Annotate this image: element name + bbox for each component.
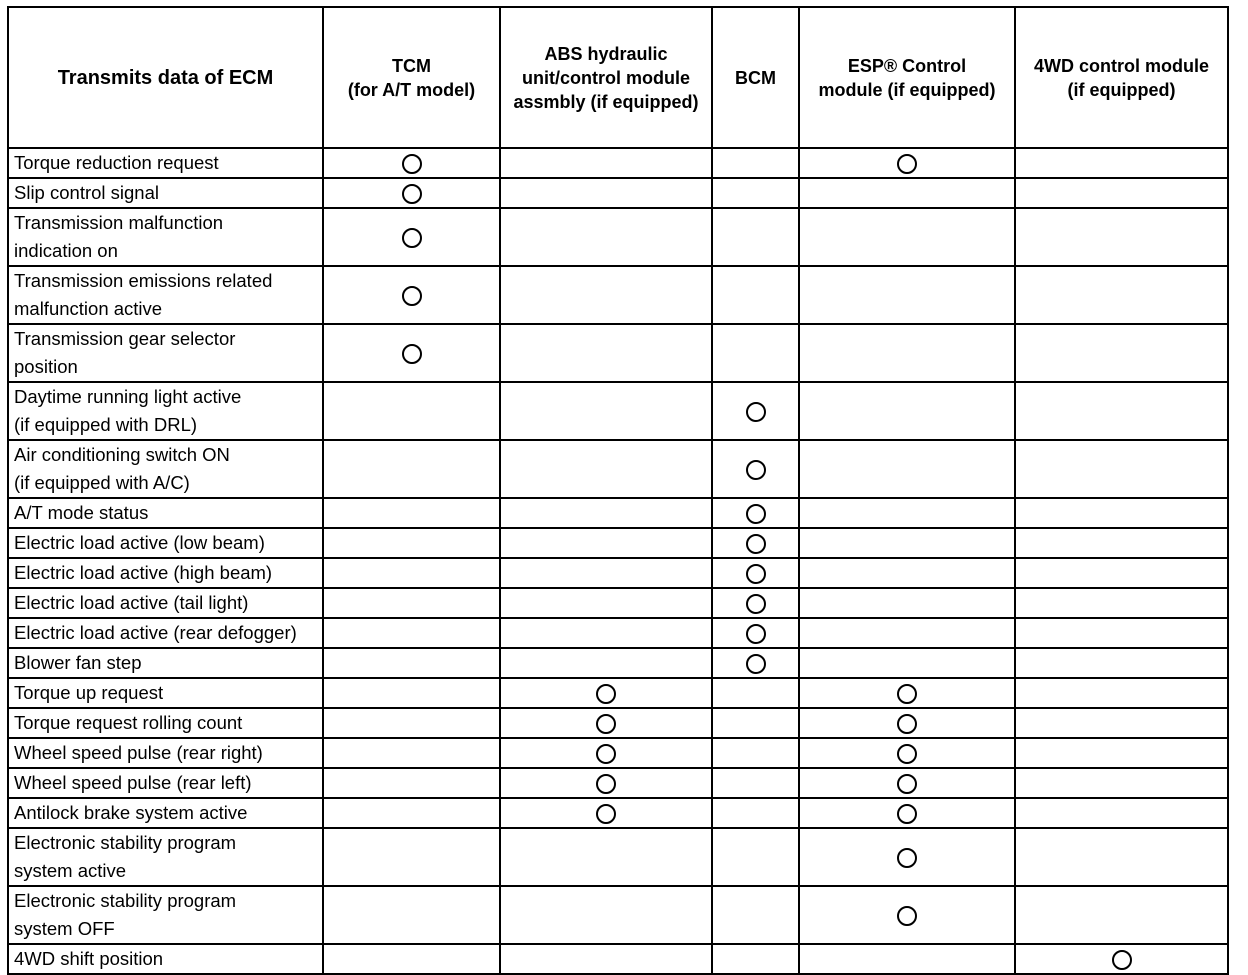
- cell-bcm: [712, 708, 799, 738]
- cell-tcm: [323, 618, 500, 648]
- table-body: [8, 148, 1228, 974]
- row-label: Torque up request: [8, 678, 323, 708]
- circle-mark-icon: [746, 460, 766, 480]
- circle-mark-icon: [746, 624, 766, 644]
- cell-tcm: [323, 768, 500, 798]
- header-esp-module: ESP® Control module (if equipped): [799, 7, 1015, 148]
- row-label: 4WD shift position: [8, 944, 323, 974]
- cell-esp-module: [799, 708, 1015, 738]
- row-label: Electric load active (low beam): [8, 528, 323, 558]
- circle-mark-icon: [402, 228, 422, 248]
- cell-bcm: [712, 828, 799, 886]
- cell-4wd-module: [1015, 768, 1228, 798]
- cell-4wd-module: [1015, 528, 1228, 558]
- cell-tcm: [323, 944, 500, 974]
- row-label: Wheel speed pulse (rear right): [8, 738, 323, 768]
- header-bcm: BCM: [712, 7, 799, 148]
- cell-esp-module: [799, 498, 1015, 528]
- row-label: Electric load active (tail light): [8, 588, 323, 618]
- cell-esp-module: [799, 738, 1015, 768]
- cell-bcm: [712, 768, 799, 798]
- circle-mark-icon: [897, 848, 917, 868]
- cell-tcm: [323, 382, 500, 440]
- cell-4wd-module: [1015, 678, 1228, 708]
- table-row: [8, 648, 1228, 678]
- cell-4wd-module: [1015, 266, 1228, 324]
- cell-4wd-module: [1015, 148, 1228, 178]
- circle-mark-icon: [746, 504, 766, 524]
- cell-esp-module: [799, 324, 1015, 382]
- row-label: A/T mode status: [8, 498, 323, 528]
- cell-bcm: [712, 678, 799, 708]
- cell-abs-module: [500, 588, 712, 618]
- cell-abs-module: [500, 648, 712, 678]
- cell-abs-module: [500, 440, 712, 498]
- cell-bcm: [712, 498, 799, 528]
- cell-4wd-module: [1015, 886, 1228, 944]
- circle-mark-icon: [746, 402, 766, 422]
- cell-tcm: [323, 178, 500, 208]
- table-row: [8, 738, 1228, 768]
- cell-esp-module: [799, 208, 1015, 266]
- cell-abs-module: [500, 266, 712, 324]
- table-row: [8, 886, 1228, 944]
- cell-bcm: [712, 178, 799, 208]
- cell-bcm: [712, 944, 799, 974]
- cell-tcm: [323, 678, 500, 708]
- table-row: [8, 798, 1228, 828]
- cell-abs-module: [500, 528, 712, 558]
- cell-tcm: [323, 828, 500, 886]
- circle-mark-icon: [897, 714, 917, 734]
- cell-esp-module: [799, 266, 1015, 324]
- row-label: Electronic stability program system active: [8, 828, 323, 886]
- cell-bcm: [712, 440, 799, 498]
- table-row: [8, 266, 1228, 324]
- table-row: [8, 558, 1228, 588]
- header-tcm: TCM (for A/T model): [323, 7, 500, 148]
- table-row: [8, 528, 1228, 558]
- cell-4wd-module: [1015, 208, 1228, 266]
- row-label: Electronic stability program system OFF: [8, 886, 323, 944]
- cell-esp-module: [799, 768, 1015, 798]
- table-row: [8, 678, 1228, 708]
- cell-esp-module: [799, 148, 1015, 178]
- cell-tcm: [323, 558, 500, 588]
- table-row: [8, 498, 1228, 528]
- row-label: Slip control signal: [8, 178, 323, 208]
- header-abs-module: ABS hydraulic unit/control module assmbly (if equipped): [500, 7, 712, 148]
- table-row: [8, 768, 1228, 798]
- cell-bcm: [712, 324, 799, 382]
- row-label: Torque reduction request: [8, 148, 323, 178]
- circle-mark-icon: [746, 594, 766, 614]
- row-label: Electric load active (rear defogger): [8, 618, 323, 648]
- cell-esp-module: [799, 828, 1015, 886]
- cell-bcm: [712, 588, 799, 618]
- cell-abs-module: [500, 944, 712, 974]
- cell-esp-module: [799, 886, 1015, 944]
- cell-4wd-module: [1015, 382, 1228, 440]
- cell-esp-module: [799, 382, 1015, 440]
- circle-mark-icon: [596, 774, 616, 794]
- cell-4wd-module: [1015, 440, 1228, 498]
- cell-tcm: [323, 440, 500, 498]
- cell-abs-module: [500, 886, 712, 944]
- header-transmits-data: Transmits data of ECM: [8, 7, 323, 148]
- cell-bcm: [712, 148, 799, 178]
- cell-bcm: [712, 208, 799, 266]
- circle-mark-icon: [897, 804, 917, 824]
- circle-mark-icon: [402, 344, 422, 364]
- cell-tcm: [323, 266, 500, 324]
- cell-tcm: [323, 798, 500, 828]
- row-label: Electric load active (high beam): [8, 558, 323, 588]
- cell-tcm: [323, 588, 500, 618]
- row-label: Air conditioning switch ON (if equipped with A/C): [8, 440, 323, 498]
- circle-mark-icon: [402, 286, 422, 306]
- row-label: Daytime running light active (if equipped with DRL): [8, 382, 323, 440]
- table-row: [8, 708, 1228, 738]
- cell-esp-module: [799, 678, 1015, 708]
- cell-tcm: [323, 148, 500, 178]
- circle-mark-icon: [897, 684, 917, 704]
- circle-mark-icon: [596, 744, 616, 764]
- cell-abs-module: [500, 708, 712, 738]
- cell-tcm: [323, 324, 500, 382]
- cell-abs-module: [500, 324, 712, 382]
- row-label: Blower fan step: [8, 648, 323, 678]
- circle-mark-icon: [1112, 950, 1132, 970]
- cell-4wd-module: [1015, 944, 1228, 974]
- cell-4wd-module: [1015, 178, 1228, 208]
- table-row: [8, 324, 1228, 382]
- cell-bcm: [712, 738, 799, 768]
- table-row: [8, 618, 1228, 648]
- cell-bcm: [712, 618, 799, 648]
- cell-abs-module: [500, 558, 712, 588]
- row-label: Torque request rolling count: [8, 708, 323, 738]
- cell-bcm: [712, 528, 799, 558]
- circle-mark-icon: [402, 154, 422, 174]
- cell-tcm: [323, 886, 500, 944]
- circle-mark-icon: [897, 154, 917, 174]
- cell-bcm: [712, 558, 799, 588]
- cell-bcm: [712, 266, 799, 324]
- cell-abs-module: [500, 148, 712, 178]
- table-row: [8, 828, 1228, 886]
- cell-esp-module: [799, 648, 1015, 678]
- circle-mark-icon: [596, 714, 616, 734]
- circle-mark-icon: [746, 654, 766, 674]
- cell-esp-module: [799, 798, 1015, 828]
- cell-abs-module: [500, 828, 712, 886]
- row-label: Antilock brake system active: [8, 798, 323, 828]
- circle-mark-icon: [897, 774, 917, 794]
- circle-mark-icon: [746, 564, 766, 584]
- cell-esp-module: [799, 618, 1015, 648]
- cell-4wd-module: [1015, 588, 1228, 618]
- cell-esp-module: [799, 944, 1015, 974]
- table-row: [8, 178, 1228, 208]
- cell-esp-module: [799, 528, 1015, 558]
- cell-tcm: [323, 648, 500, 678]
- cell-abs-module: [500, 678, 712, 708]
- cell-4wd-module: [1015, 708, 1228, 738]
- table-row: [8, 588, 1228, 618]
- cell-tcm: [323, 208, 500, 266]
- cell-4wd-module: [1015, 498, 1228, 528]
- circle-mark-icon: [897, 906, 917, 926]
- cell-bcm: [712, 798, 799, 828]
- cell-tcm: [323, 528, 500, 558]
- ecm-data-transmission-table: [7, 6, 1229, 975]
- cell-esp-module: [799, 588, 1015, 618]
- circle-mark-icon: [402, 184, 422, 204]
- cell-4wd-module: [1015, 324, 1228, 382]
- row-label: Transmission gear selector position: [8, 324, 323, 382]
- table-row: [8, 148, 1228, 178]
- cell-abs-module: [500, 798, 712, 828]
- table-header-row: [8, 7, 1228, 148]
- table-row: [8, 944, 1228, 974]
- header-4wd-module: 4WD control module (if equipped): [1015, 7, 1228, 148]
- table-row: [8, 382, 1228, 440]
- table-row: [8, 208, 1228, 266]
- cell-abs-module: [500, 768, 712, 798]
- cell-tcm: [323, 498, 500, 528]
- row-label: Wheel speed pulse (rear left): [8, 768, 323, 798]
- cell-esp-module: [799, 440, 1015, 498]
- cell-4wd-module: [1015, 558, 1228, 588]
- cell-abs-module: [500, 208, 712, 266]
- circle-mark-icon: [746, 534, 766, 554]
- circle-mark-icon: [596, 804, 616, 824]
- cell-abs-module: [500, 738, 712, 768]
- cell-4wd-module: [1015, 738, 1228, 768]
- cell-4wd-module: [1015, 648, 1228, 678]
- cell-abs-module: [500, 618, 712, 648]
- cell-tcm: [323, 708, 500, 738]
- cell-bcm: [712, 886, 799, 944]
- cell-4wd-module: [1015, 828, 1228, 886]
- cell-esp-module: [799, 178, 1015, 208]
- cell-tcm: [323, 738, 500, 768]
- cell-esp-module: [799, 558, 1015, 588]
- circle-mark-icon: [897, 744, 917, 764]
- cell-abs-module: [500, 498, 712, 528]
- cell-abs-module: [500, 178, 712, 208]
- table-row: [8, 440, 1228, 498]
- cell-bcm: [712, 382, 799, 440]
- cell-bcm: [712, 648, 799, 678]
- cell-4wd-module: [1015, 798, 1228, 828]
- circle-mark-icon: [596, 684, 616, 704]
- cell-4wd-module: [1015, 618, 1228, 648]
- cell-abs-module: [500, 382, 712, 440]
- row-label: Transmission malfunction indication on: [8, 208, 323, 266]
- row-label: Transmission emissions related malfunction active: [8, 266, 323, 324]
